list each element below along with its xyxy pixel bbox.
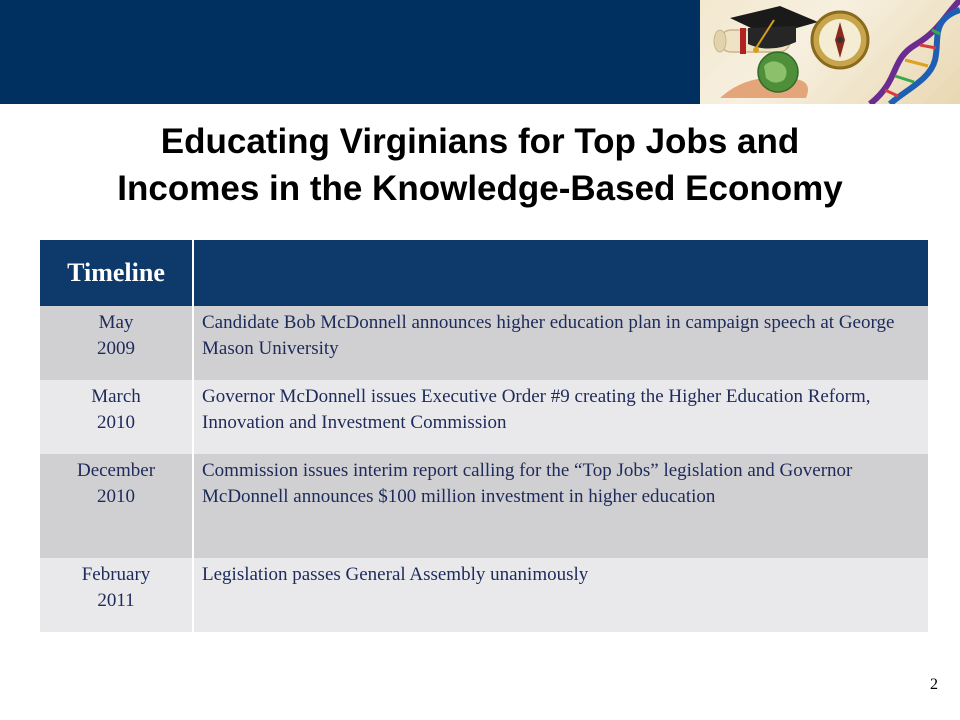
date-year: 2010: [97, 486, 135, 507]
table-header-row: [40, 240, 928, 306]
event-cell: Commission issues interim report calling for the “Top Jobs” legislation and Governor McDonnell announces $100 million investment in higher education: [193, 454, 928, 558]
date-year: 2010: [97, 412, 135, 433]
date-cell: [40, 558, 193, 632]
date-month: March: [91, 386, 141, 407]
event-header: [193, 240, 928, 306]
page-number: 2: [930, 676, 938, 693]
table-row: [40, 454, 928, 558]
timeline-table: [40, 240, 928, 632]
timeline-header: Timeline: [40, 240, 193, 306]
date-year: 2009: [97, 338, 135, 359]
title-line-2: Incomes in the Knowledge-Based Economy: [117, 169, 843, 208]
date-month: February: [81, 564, 151, 585]
date-month: December: [76, 460, 156, 481]
slide-title: [0, 118, 960, 212]
dna-helix-icon: [870, 0, 960, 104]
table-row: [40, 306, 928, 380]
date-cell: [40, 454, 193, 558]
date-cell: [40, 306, 193, 380]
event-cell: Governor McDonnell issues Executive Order #9 creating the Higher Education Reform, Innovation and Investment Commission: [193, 380, 928, 454]
event-cell: Legislation passes General Assembly unanimously: [193, 558, 928, 632]
date-cell: [40, 380, 193, 454]
education-collage-image: [700, 0, 960, 104]
header-banner: [0, 0, 700, 104]
table-row: [40, 380, 928, 454]
date-year: 2011: [97, 590, 135, 611]
compass-icon: [812, 12, 868, 68]
globe-icon: [720, 52, 808, 98]
event-cell: Candidate Bob McDonnell announces higher education plan in campaign speech at George Mason University: [193, 306, 928, 380]
table-row: [40, 558, 928, 632]
title-line-1: Educating Virginians for Top Jobs and: [160, 122, 800, 161]
date-month: May: [98, 312, 134, 333]
